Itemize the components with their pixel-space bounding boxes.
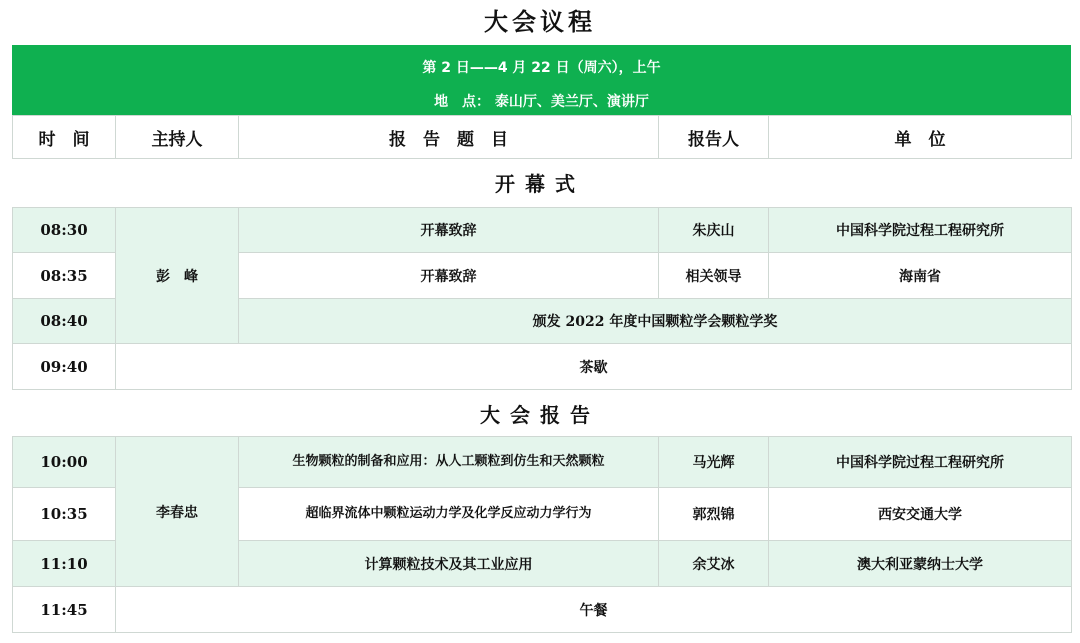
host-cell: 李春忠 — [116, 437, 239, 587]
table-row — [13, 208, 1072, 253]
header-host: 主持人 — [116, 116, 239, 159]
plenary-table — [12, 436, 1072, 633]
speaker-cell: 相关领导 — [659, 253, 769, 299]
unit-cell: 澳大利亚蒙纳士大学 — [769, 541, 1072, 587]
header-unit: 单 位 — [769, 116, 1072, 159]
time-cell: 08:40 — [13, 299, 116, 344]
table-row — [13, 587, 1072, 633]
topic-cell: 计算颗粒技术及其工业应用 — [239, 541, 659, 587]
award-cell: 颁发 2022 年度中国颗粒学会颗粒学奖 — [239, 299, 1072, 344]
section-opening-heading: 开幕式 — [495, 172, 585, 196]
table-row — [13, 344, 1072, 390]
speaker-cell: 朱庆山 — [659, 208, 769, 253]
unit-cell: 中国科学院过程工程研究所 — [769, 208, 1072, 253]
day-banner — [12, 45, 1071, 115]
header-time: 时 间 — [13, 116, 116, 159]
header-topic: 报 告 题 目 — [239, 116, 659, 159]
opening-table — [12, 207, 1072, 390]
lunch-cell: 午餐 — [116, 587, 1072, 633]
table-row — [13, 437, 1072, 488]
topic-cell: 生物颗粒的制备和应用：从人工颗粒到仿生和天然颗粒 — [239, 437, 659, 488]
header-table — [12, 115, 1072, 159]
topic-cell: 超临界流体中颗粒运动力学及化学反应动力学行为 — [239, 488, 659, 541]
header-speaker: 报告人 — [659, 116, 769, 159]
speaker-cell: 郭烈锦 — [659, 488, 769, 541]
unit-cell: 西安交通大学 — [769, 488, 1072, 541]
host-cell: 彭 峰 — [116, 208, 239, 344]
time-cell: 10:00 — [13, 437, 116, 488]
time-cell: 11:45 — [13, 587, 116, 633]
page-title: 大会议程 — [484, 8, 596, 36]
header-row — [13, 116, 1072, 159]
time-cell: 09:40 — [13, 344, 116, 390]
unit-cell: 海南省 — [769, 253, 1072, 299]
time-cell: 08:35 — [13, 253, 116, 299]
unit-cell: 中国科学院过程工程研究所 — [769, 437, 1072, 488]
break-cell: 茶歇 — [116, 344, 1072, 390]
time-cell: 10:35 — [13, 488, 116, 541]
topic-cell: 开幕致辞 — [239, 253, 659, 299]
section-plenary-heading: 大会报告 — [480, 403, 600, 427]
topic-cell: 开幕致辞 — [239, 208, 659, 253]
time-cell: 11:10 — [13, 541, 116, 587]
time-cell: 08:30 — [13, 208, 116, 253]
speaker-cell: 余艾冰 — [659, 541, 769, 587]
banner-location: 地 点： 泰山厅、美兰厅、演讲厅 — [434, 94, 649, 110]
speaker-cell: 马光辉 — [659, 437, 769, 488]
banner-date: 第 2 日——4 月 22 日（周六），上午 — [422, 60, 661, 76]
